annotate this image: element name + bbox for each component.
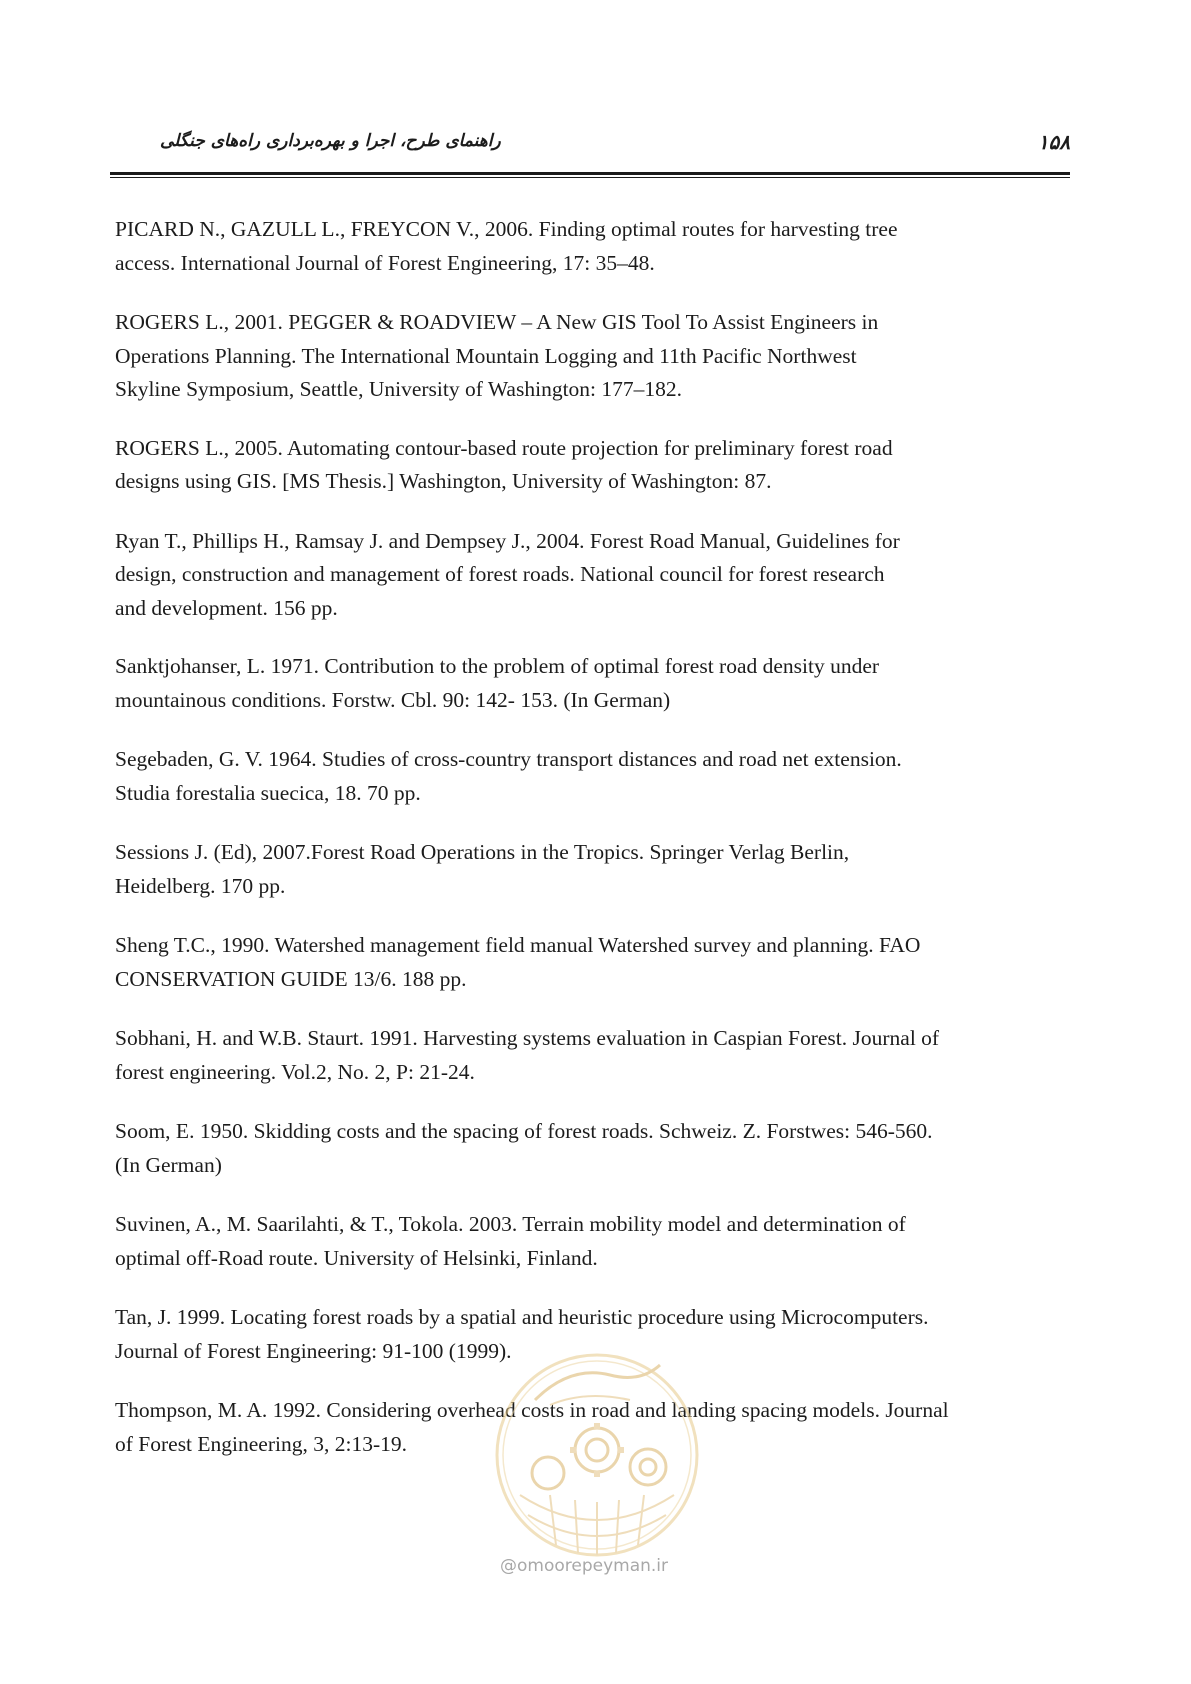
header-rule (110, 172, 1070, 175)
reference-list (115, 213, 1075, 1461)
reference-line: optimal off-Road route. University of Helsinki, Finland. (115, 1245, 598, 1270)
reference-line: and development. 156 pp. (115, 595, 338, 620)
reference-line: access. International Journal of Forest Engineering, 17: 35–48. (115, 250, 655, 275)
reference-line: (In German) (115, 1152, 222, 1177)
page-number: ۱۵۸ (1037, 130, 1070, 154)
watermark-url: @omoorepeyman.ir (500, 1556, 669, 1576)
reference-line: Studia forestalia suecica, 18. 70 pp. (115, 780, 421, 805)
reference-entry (115, 650, 1075, 717)
reference-line: Segebaden, G. V. 1964. Studies of cross-country transport distances and road net extension. (115, 747, 902, 771)
reference-entry (115, 213, 1075, 280)
reference-entry (115, 1208, 1075, 1275)
reference-entry (115, 1301, 1075, 1368)
reference-line: design, construction and management of forest roads. National council for forest research (115, 562, 885, 586)
reference-line: Heidelberg. 170 pp. (115, 873, 286, 898)
reference-line: Operations Planning. The International Mountain Logging and 11th Pacific Northwest (115, 343, 857, 368)
reference-line: Thompson, M. A. 1992. Considering overhead costs in road and landing spacing models. Journal (115, 1398, 949, 1422)
reference-line: forest engineering. Vol.2, No. 2, P: 21-24. (115, 1059, 475, 1084)
reference-line: PICARD N., GAZULL L., FREYCON V., 2006. Finding optimal routes for harvesting tree (115, 217, 898, 241)
reference-entry (115, 1022, 1075, 1089)
reference-entry (115, 306, 1075, 407)
reference-line: ROGERS L., 2005. Automating contour-based route projection for preliminary forest road (115, 435, 893, 460)
reference-entry (115, 929, 1075, 996)
reference-entry (115, 836, 1075, 903)
reference-line: Sanktjohanser, L. 1971. Contribution to the problem of optimal forest road density under (115, 654, 880, 678)
reference-line: Ryan T., Phillips H., Ramsay J. and Dempsey J., 2004. Forest Road Manual, Guidelines for (115, 528, 900, 553)
reference-line: Sessions J. (Ed), 2007.Forest Road Operations in the Tropics. Springer Verlag Berlin, (115, 840, 850, 864)
reference-line: designs using GIS. [MS Thesis.] Washington, University of Washington: 87. (115, 469, 772, 493)
reference-line: of Forest Engineering, 3, 2:13-19. (115, 1431, 407, 1456)
reference-line: Sobhani, H. and W.B. Staurt. 1991. Harvesting systems evaluation in Caspian Forest. Journal of (115, 1026, 940, 1050)
reference-entry (115, 743, 1075, 810)
reference-line: Skyline Symposium, Seattle, University of Washington: 177–182. (115, 377, 683, 401)
running-title: راهنمای طرح، اجرا و بهره‌برداری راه‌های جنگلی (160, 131, 501, 151)
reference-line: Suvinen, A., M. Saarilahti, & T., Tokola. 2003. Terrain mobility model and determination of (115, 1212, 906, 1236)
reference-line: CONSERVATION GUIDE 13/6. 188 pp. (115, 966, 467, 991)
reference-entry (115, 1394, 1075, 1461)
reference-entry (115, 432, 1075, 499)
reference-line: Sheng T.C., 1990. Watershed management field manual Watershed survey and planning. FAO (115, 933, 921, 957)
reference-entry (115, 1115, 1075, 1182)
reference-line: mountainous conditions. Forstw. Cbl. 90: 142- 153. (In German) (115, 687, 671, 712)
reference-line: Journal of Forest Engineering: 91-100 (1999). (115, 1338, 512, 1363)
reference-entry (115, 525, 1075, 626)
page-header (110, 128, 1070, 162)
reference-line: ROGERS L., 2001. PEGGER & ROADVIEW – A New GIS Tool To Assist Engineers in (115, 310, 879, 334)
header-rule-thin (110, 177, 1070, 178)
reference-line: Soom, E. 1950. Skidding costs and the spacing of forest roads. Schweiz. Z. Forstwes: 546-560. (115, 1119, 933, 1143)
reference-line: Tan, J. 1999. Locating forest roads by a spatial and heuristic procedure using Microcomputers. (115, 1305, 929, 1329)
